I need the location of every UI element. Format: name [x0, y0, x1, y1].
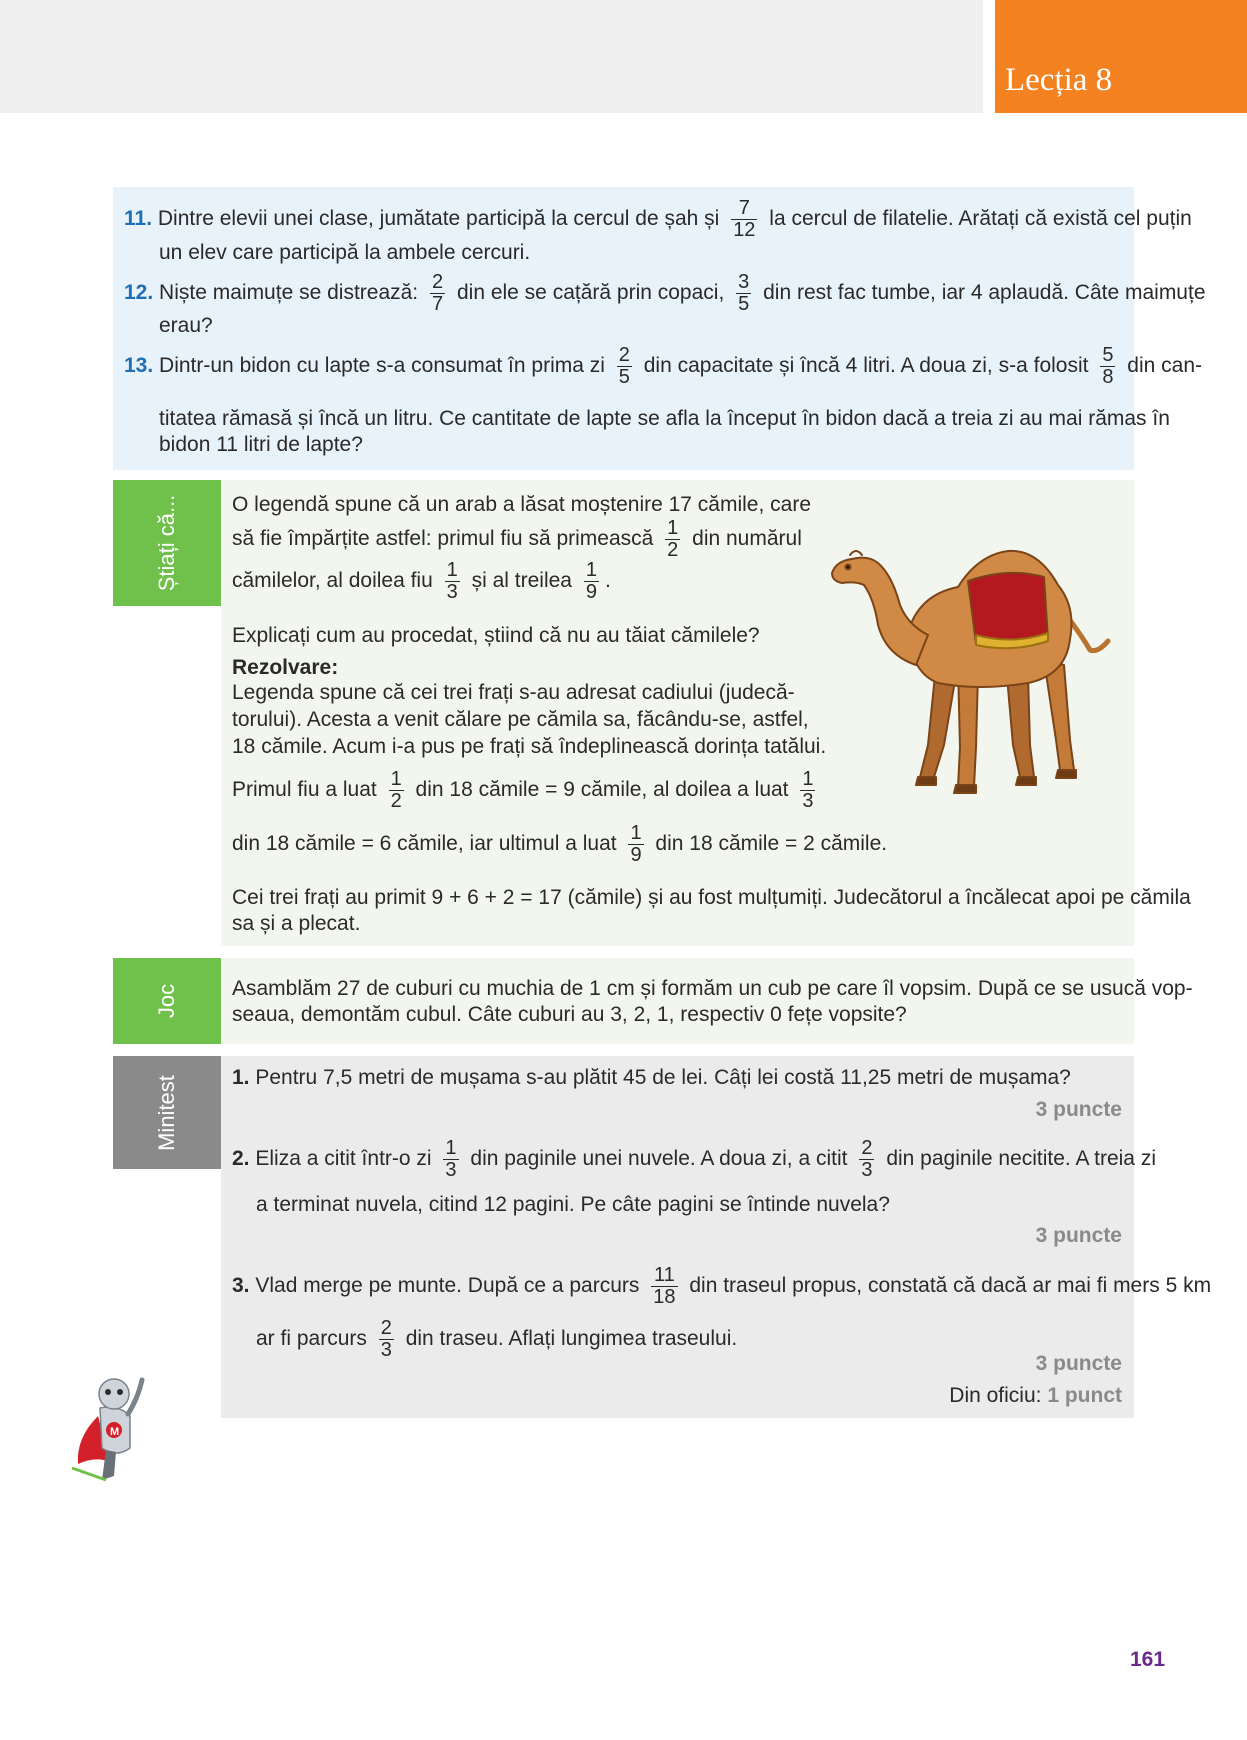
stiati-question: Explicați cum au procedat, știind că nu au tăiat cămilele? — [232, 624, 760, 647]
minitest-question-3-line2: ar fi parcurs $\frac{2}{3}$ din traseu. Aflați lungimea traseului. — [256, 1317, 738, 1361]
stiati-line5: Legenda spune că cei trei frați s-au adresat cadiului (judecă- — [232, 681, 795, 704]
minitest-panel — [221, 1056, 1134, 1418]
minitest-question-1: 1. Pentru 7,5 metri de mușama s-au plătit 45 de lei. Câți lei costă 11,25 metri de mușama? — [232, 1066, 1071, 1089]
stiati-line9: din 18 cămile = 6 cămile, iar ultimul a luat $\frac{1}{9}$ din 18 cămile = 2 cămile. — [232, 822, 888, 866]
fraction: $\frac{1}{2}$ — [390, 768, 402, 812]
exercise-12: 12. Niște maimuțe se distrează: $\frac{2}{7}$ din ele se cațără prin copaci, $\frac{3}{5}$ din rest fac tumbe, iar 4 aplaudă. Câte maimuțe — [124, 271, 1206, 315]
exercise-13-line2: titatea rămasă și încă un litru. Ce cantitate de lapte se afla la început în bidon dacă a treia zi au mai rămas în — [159, 407, 1170, 430]
fraction: $\frac{1}{3}$ — [446, 559, 458, 603]
stiati-line3: cămilelor, al doilea fiu $\frac{1}{3}$ și al treilea $\frac{1}{9}$ . — [232, 559, 611, 603]
fraction: $\frac{1}{9}$ — [630, 822, 642, 866]
fraction: $\frac{5}{8}$ — [1102, 344, 1114, 388]
exercise-13: 13. Dintr-un bidon cu lapte s-a consumat în prima zi $\frac{2}{5}$ din capacitate și încă 4 litri. A doua zi, s-a folosit $\frac{5}{8}$ din can- — [124, 344, 1202, 388]
fraction: $\frac{1}{3}$ — [802, 768, 814, 812]
minitest-question-2: 2. Eliza a citit într-o zi $\frac{1}{3}$ din paginile unei nuvele. A doua zi, a citit $\frac{2}{3}$ din paginile necitite. A treia zi — [232, 1137, 1156, 1181]
stiati-ca-tab: Știați că... — [113, 480, 221, 606]
joc-line1: Asamblăm 27 de cuburi cu muchia de 1 cm și formăm un cub pe care îl vopsim. După ce se usucă vop- — [232, 977, 1193, 1000]
lesson-title: Lecția 8 — [1005, 62, 1113, 98]
fraction: $\frac{2}{3}$ — [861, 1137, 873, 1181]
minitest-tab: Minitest — [113, 1056, 221, 1169]
exercise-13-line3: bidon 11 litri de lapte? — [159, 433, 363, 456]
mascot-illustration — [70, 1368, 160, 1486]
stiati-line2: să fie împărțite astfel: primul fiu să primească $\frac{1}{2}$ din numărul — [232, 517, 802, 561]
fraction: $\frac{2}{5}$ — [618, 344, 630, 388]
exercise-11: 11. Dintre elevii unei clase, jumătate participă la cercul de șah și $\frac{7}{12}$ la cercul de filatelie. Arătați că există cel puțin — [124, 197, 1192, 241]
svg-text:M: M — [110, 1426, 120, 1438]
minitest-points-1: 3 puncte — [1035, 1098, 1122, 1121]
stiati-rezolvare-label: Rezolvare: — [232, 656, 339, 679]
camel-illustration — [808, 515, 1128, 805]
fraction: $\frac{1}{3}$ — [445, 1137, 457, 1181]
fraction: $\frac{2}{3}$ — [380, 1317, 392, 1361]
minitest-points-3: 3 puncte — [1035, 1352, 1122, 1375]
exercise-12-line2: erau? — [159, 314, 213, 337]
stiati-line11: sa și a plecat. — [232, 912, 361, 935]
exercise-11-line2: un elev care participă la ambele cercuri. — [159, 241, 531, 264]
stiati-line7: 18 cămile. Acum i-a pus pe frați să îndeplinească dorința tatălui. — [232, 735, 827, 758]
fraction: $\frac{7}{12}$ — [733, 197, 756, 241]
stiati-line8: Primul fiu a luat $\frac{1}{2}$ din 18 cămile = 9 cămile, al doilea a luat $\frac{1}{3}$ — [232, 768, 814, 812]
minitest-question-2-line2: a terminat nuvela, citind 12 pagini. Pe câte pagini se întinde nuvela? — [256, 1193, 890, 1216]
fraction: $\frac{1}{9}$ — [585, 559, 597, 603]
joc-tab: Joc — [113, 958, 221, 1044]
minitest-points-2: 3 puncte — [1035, 1224, 1122, 1247]
header-bar — [0, 0, 983, 113]
fraction: $\frac{2}{7}$ — [432, 271, 444, 315]
fraction: $\frac{1}{2}$ — [667, 517, 679, 561]
minitest-oficiu: Din oficiu: 1 punct — [949, 1384, 1122, 1407]
stiati-line10: Cei trei frați au primit 9 + 6 + 2 = 17 (cămile) și au fost mulțumiți. Judecătorul a încălecat apoi pe cămila — [232, 886, 1191, 909]
fraction: $\frac{11}{18}$ — [653, 1264, 676, 1308]
stiati-line1: O legendă spune că un arab a lăsat moștenire 17 cămile, care — [232, 493, 812, 516]
page-number: 161 — [1130, 1648, 1166, 1671]
fraction: $\frac{3}{5}$ — [738, 271, 750, 315]
minitest-question-3: 3. Vlad merge pe munte. După ce a parcurs $\frac{11}{18}$ din traseul propus, constată că dacă ar mai fi mers 5 km — [232, 1264, 1212, 1308]
joc-line2: seaua, demontăm cubul. Câte cuburi au 3, 2, 1, respectiv 0 fețe vopsite? — [232, 1003, 907, 1026]
stiati-line6: torului). Acesta a venit călare pe cămila sa, făcându-se, astfel, — [232, 708, 809, 731]
